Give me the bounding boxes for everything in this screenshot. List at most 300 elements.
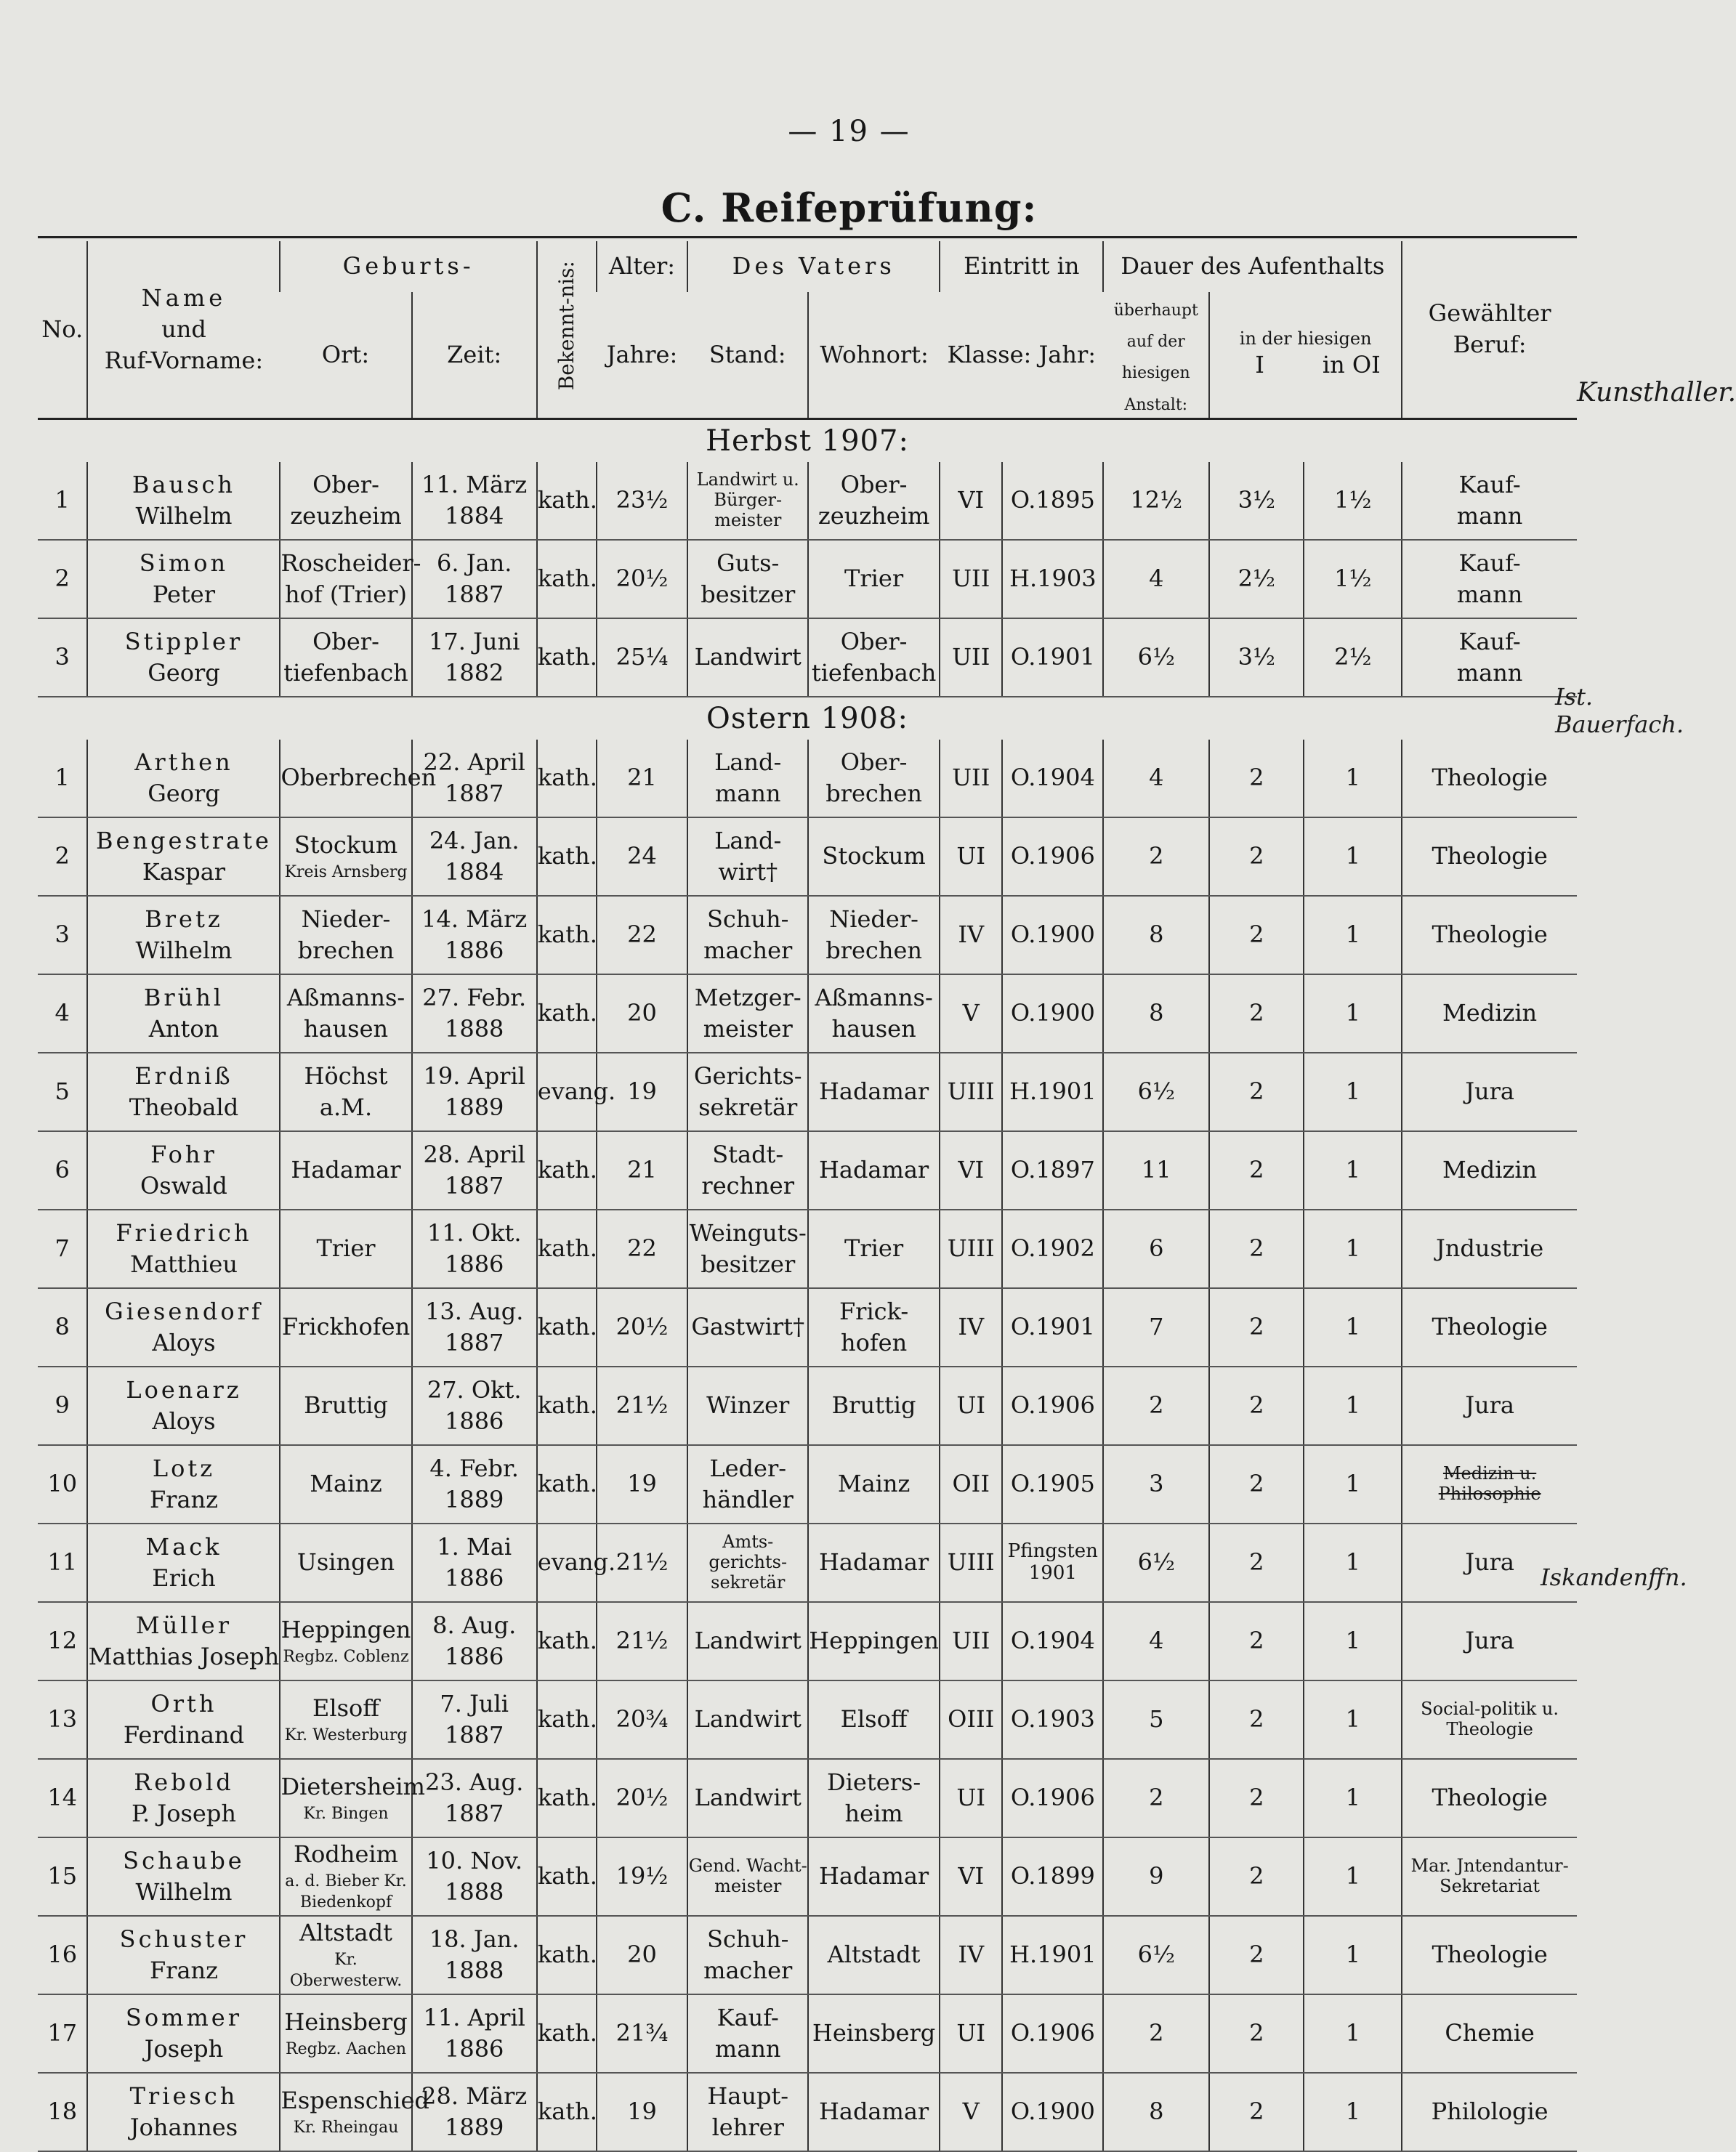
cell-i bbox=[1209, 462, 1304, 540]
cell-wohnort bbox=[808, 618, 940, 697]
cell-oi-text: 1 bbox=[1345, 1862, 1360, 1890]
cell-name-text: Wilhelm bbox=[135, 1877, 233, 1906]
cell-zeit bbox=[412, 1210, 537, 1288]
cell-ueberhaupt-text: 6 bbox=[1149, 1234, 1164, 1263]
cell-bekenntnis bbox=[537, 1837, 597, 1916]
cell-zeit-text: 1887 bbox=[444, 1720, 504, 1749]
cell-zeit bbox=[412, 1131, 537, 1210]
cell-stand bbox=[687, 1210, 808, 1288]
cell-wohnort bbox=[808, 1759, 940, 1837]
cell-alter bbox=[597, 540, 688, 618]
cell-ort-text: Rodheim bbox=[294, 1840, 398, 1869]
cell-name bbox=[87, 1759, 280, 1837]
cell-no bbox=[38, 1680, 87, 1759]
cell-ort bbox=[280, 1837, 411, 1916]
cell-no-text: 8 bbox=[54, 1313, 70, 1341]
section-title: Ostern 1908: bbox=[706, 701, 908, 735]
cell-ort-text: Ober- bbox=[312, 627, 379, 655]
header-ueberhaupt: überhaupt auf der hiesigen Anstalt: bbox=[1103, 292, 1209, 418]
cell-beruf bbox=[1402, 1837, 1577, 1916]
cell-jahr bbox=[1002, 1916, 1103, 1994]
cell-stand-text: macher bbox=[703, 936, 793, 964]
cell-klasse bbox=[940, 462, 1002, 540]
cell-i-text: 2 bbox=[1249, 1941, 1264, 1969]
cell-oi-text: 1 bbox=[1345, 1391, 1360, 1420]
cell-bekenntnis-text: evang. bbox=[537, 1077, 616, 1106]
cell-bekenntnis bbox=[537, 1288, 597, 1367]
cell-klasse bbox=[940, 1680, 1002, 1759]
cell-stand-text: Landwirt bbox=[694, 1784, 802, 1812]
cell-ort bbox=[280, 618, 411, 697]
cell-klasse bbox=[940, 1916, 1002, 1994]
cell-oi bbox=[1304, 1994, 1402, 2073]
cell-beruf bbox=[1402, 1210, 1577, 1288]
cell-jahr bbox=[1002, 1445, 1103, 1524]
cell-beruf-text: Theologie bbox=[1432, 764, 1548, 792]
cell-jahr-text: O.1901 bbox=[1010, 1313, 1095, 1341]
header-in-der-hiesigen: in der hiesigen I in OI bbox=[1209, 292, 1402, 418]
cell-ueberhaupt-text: 3 bbox=[1149, 1470, 1164, 1498]
cell-jahr bbox=[1002, 740, 1103, 817]
cell-stand-text: Metzger- bbox=[694, 983, 802, 1011]
cell-ueberhaupt bbox=[1103, 896, 1209, 974]
section-heading bbox=[38, 697, 1577, 740]
table-row bbox=[38, 896, 1577, 974]
cell-no bbox=[38, 817, 87, 896]
cell-ueberhaupt bbox=[1103, 1994, 1209, 2073]
cell-ort-text: tiefenbach bbox=[283, 658, 408, 687]
cell-i bbox=[1209, 896, 1304, 974]
cell-ueberhaupt-text: 6½ bbox=[1137, 643, 1175, 671]
cell-name bbox=[87, 1131, 280, 1210]
cell-ueberhaupt-text: 5 bbox=[1149, 1705, 1164, 1734]
cell-ueberhaupt bbox=[1103, 1053, 1209, 1131]
table-row bbox=[38, 974, 1577, 1053]
cell-i bbox=[1209, 1053, 1304, 1131]
cell-beruf bbox=[1402, 740, 1577, 817]
cell-alter-text: 19 bbox=[627, 1470, 657, 1498]
cell-name-text: Aloys bbox=[152, 1328, 216, 1356]
header-no: No. bbox=[38, 241, 87, 418]
cell-zeit-text: 1884 bbox=[444, 501, 504, 530]
cell-zeit bbox=[412, 462, 537, 540]
cell-zeit-text: 11. März bbox=[421, 470, 528, 498]
cell-ort bbox=[280, 1916, 411, 1994]
cell-name-text: Simon bbox=[139, 549, 229, 577]
cell-i-text: 2 bbox=[1249, 842, 1264, 870]
cell-stand-text: händler bbox=[702, 1485, 794, 1513]
table-row bbox=[38, 462, 1577, 540]
cell-stand bbox=[687, 896, 808, 974]
cell-zeit-text: 1886 bbox=[444, 1407, 504, 1435]
cell-wohnort bbox=[808, 1602, 940, 1680]
cell-wohnort-text: Trier bbox=[844, 1234, 904, 1263]
cell-oi bbox=[1304, 1445, 1402, 1524]
cell-jahr-text: H.1901 bbox=[1009, 1941, 1097, 1969]
cell-ort bbox=[280, 1131, 411, 1210]
cell-ort-text: Bruttig bbox=[304, 1391, 388, 1420]
cell-ort-text: Kr. Oberwesterw. bbox=[289, 1950, 403, 1991]
cell-jahr bbox=[1002, 462, 1103, 540]
cell-oi-text: 1 bbox=[1345, 842, 1360, 870]
cell-bekenntnis bbox=[537, 1602, 597, 1680]
cell-klasse-text: UI bbox=[956, 1784, 985, 1812]
cell-klasse-text: IV bbox=[958, 921, 985, 949]
table-row bbox=[38, 618, 1577, 697]
cell-name-text: Anton bbox=[148, 1014, 219, 1043]
header-wohnort: Wohnort: bbox=[808, 292, 940, 418]
cell-oi-text: 1 bbox=[1345, 2098, 1360, 2126]
cell-klasse bbox=[940, 1131, 1002, 1210]
cell-zeit-text: 13. Aug. bbox=[424, 1297, 524, 1325]
cell-oi-text: 1 bbox=[1345, 2019, 1360, 2047]
cell-ort-text: Kr. Rheingau bbox=[293, 2118, 399, 2137]
cell-zeit-text: 1884 bbox=[444, 857, 504, 886]
cell-name-text: Orth bbox=[150, 1689, 217, 1718]
cell-ort-text: Espenschied bbox=[280, 2087, 429, 2115]
cell-ueberhaupt bbox=[1103, 740, 1209, 817]
cell-zeit bbox=[412, 896, 537, 974]
cell-name-text: Brühl bbox=[143, 983, 225, 1011]
cell-oi bbox=[1304, 817, 1402, 896]
cell-alter bbox=[597, 896, 688, 974]
cell-bekenntnis bbox=[537, 1524, 616, 1602]
cell-zeit-text: 1887 bbox=[444, 1171, 504, 1200]
cell-zeit-text: 1889 bbox=[444, 1093, 504, 1121]
cell-zeit-text: 8. Aug. bbox=[432, 1611, 517, 1639]
cell-zeit-text: 1889 bbox=[444, 2113, 504, 2141]
cell-no-text: 3 bbox=[54, 643, 70, 671]
cell-ort bbox=[280, 1994, 411, 2073]
cell-stand bbox=[687, 540, 808, 618]
cell-bekenntnis-text: kath. bbox=[537, 1391, 597, 1420]
cell-no-text: 9 bbox=[54, 1391, 70, 1420]
cell-wohnort-text: Elsoff bbox=[840, 1705, 908, 1734]
header-name: Name und Ruf-Vorname: bbox=[87, 241, 280, 418]
cell-zeit-text: 10. Nov. bbox=[426, 1846, 523, 1874]
cell-zeit-text: 28. März bbox=[421, 2082, 528, 2110]
cell-wohnort-text: brechen bbox=[825, 936, 922, 964]
cell-ort bbox=[280, 1210, 411, 1288]
cell-ueberhaupt-text: 2 bbox=[1149, 1391, 1164, 1420]
cell-klasse-text: UIII bbox=[947, 1234, 995, 1263]
cell-ort bbox=[280, 740, 437, 817]
cell-wohnort bbox=[808, 1053, 940, 1131]
cell-ort-text: brechen bbox=[297, 936, 395, 964]
section-heading-row bbox=[38, 418, 1577, 462]
cell-klasse-text: IV bbox=[958, 1313, 985, 1341]
cell-stand-text: Winzer bbox=[706, 1391, 790, 1420]
cell-klasse bbox=[940, 1053, 1002, 1131]
cell-ueberhaupt bbox=[1103, 1288, 1209, 1367]
cell-name bbox=[87, 1994, 280, 2073]
cell-klasse-text: UI bbox=[956, 842, 985, 870]
cell-jahr-text: O.1899 bbox=[1010, 1862, 1095, 1890]
cell-ueberhaupt-text: 4 bbox=[1149, 764, 1164, 792]
handwritten-note: Ist. Bauerfach. bbox=[1555, 683, 1684, 738]
cell-ueberhaupt-text: 8 bbox=[1149, 2098, 1164, 2126]
cell-beruf bbox=[1402, 1602, 1577, 1680]
cell-i bbox=[1209, 618, 1304, 697]
cell-bekenntnis-text: kath. bbox=[537, 1313, 597, 1341]
cell-beruf bbox=[1402, 462, 1577, 540]
handwritten-note: Kunsthaller. bbox=[1577, 378, 1736, 408]
cell-bekenntnis-text: kath. bbox=[537, 764, 597, 792]
cell-oi bbox=[1304, 896, 1402, 974]
cell-name-text: Müller bbox=[135, 1611, 232, 1639]
header-stand: Stand: bbox=[687, 292, 808, 418]
cell-name bbox=[87, 740, 280, 817]
cell-i-text: 2 bbox=[1249, 1627, 1264, 1655]
cell-oi bbox=[1304, 1210, 1402, 1288]
cell-name-text: Johannes bbox=[129, 2113, 238, 2141]
cell-ort-text: Frickhofen bbox=[281, 1313, 411, 1341]
cell-zeit-text: 22. April bbox=[423, 748, 525, 776]
cell-jahr-text: O.1906 bbox=[1010, 2019, 1095, 2047]
cell-name-text: Franz bbox=[149, 1485, 218, 1513]
cell-ueberhaupt-text: 6½ bbox=[1137, 1941, 1175, 1969]
cell-oi-text: 1 bbox=[1345, 1548, 1360, 1577]
cell-wohnort-text: tiefenbach bbox=[811, 658, 937, 687]
cell-zeit bbox=[412, 618, 537, 697]
cell-name bbox=[87, 540, 280, 618]
cell-bekenntnis bbox=[537, 540, 597, 618]
cell-zeit bbox=[412, 974, 537, 1053]
header-zeit: Zeit: bbox=[412, 292, 537, 418]
cell-i-text: 2 bbox=[1249, 2098, 1264, 2126]
cell-alter-text: 20½ bbox=[615, 1784, 669, 1812]
cell-bekenntnis-text: kath. bbox=[537, 643, 597, 671]
cell-beruf-text: Jura bbox=[1465, 1391, 1514, 1420]
cell-klasse-text: UII bbox=[952, 643, 990, 671]
cell-oi bbox=[1304, 1131, 1402, 1210]
cell-name-text: Franz bbox=[149, 1956, 218, 1984]
cell-bekenntnis bbox=[537, 618, 597, 697]
cell-beruf-text: Theologie bbox=[1432, 1313, 1548, 1341]
cell-ort-text: Kr. Westerburg bbox=[284, 1726, 408, 1744]
cell-i bbox=[1209, 1759, 1304, 1837]
cell-name-text: Bengestrate bbox=[95, 826, 272, 854]
cell-bekenntnis-text: kath. bbox=[537, 1784, 597, 1812]
cell-bekenntnis bbox=[537, 1916, 597, 1994]
cell-wohnort bbox=[808, 1524, 940, 1602]
cell-klasse-text: V bbox=[962, 999, 980, 1027]
cell-ueberhaupt-text: 8 bbox=[1149, 999, 1164, 1027]
cell-alter bbox=[597, 618, 688, 697]
cell-bekenntnis-text: kath. bbox=[537, 1705, 597, 1734]
cell-name-text: P. Joseph bbox=[131, 1799, 236, 1827]
cell-ueberhaupt bbox=[1103, 1445, 1209, 1524]
cell-ort bbox=[280, 896, 411, 974]
cell-ort-text: a. d. Bieber Kr. Biedenkopf bbox=[285, 1872, 407, 1912]
cell-oi bbox=[1304, 540, 1402, 618]
cell-alter bbox=[597, 974, 688, 1053]
table-row bbox=[38, 1053, 1577, 1131]
cell-wohnort bbox=[808, 817, 940, 896]
table-header bbox=[38, 241, 1577, 418]
cell-zeit-text: 6. Jan. bbox=[437, 549, 512, 577]
cell-ort-text: Stockum bbox=[294, 831, 398, 859]
cell-name-text: Mack bbox=[145, 1532, 222, 1561]
cell-stand-text: Schuh- bbox=[706, 1925, 789, 1953]
cell-ueberhaupt bbox=[1103, 1916, 1209, 1994]
cell-wohnort-text: Ober- bbox=[840, 748, 908, 776]
cell-oi-text: 1 bbox=[1345, 1941, 1360, 1969]
cell-ort-text: Hadamar bbox=[291, 1156, 401, 1184]
cell-beruf-text: Philosophie bbox=[1438, 1483, 1541, 1504]
table-row bbox=[38, 1916, 1577, 1994]
cell-oi-text: 1 bbox=[1345, 1705, 1360, 1734]
cell-name bbox=[87, 1288, 280, 1367]
cell-stand-text: Schuh- bbox=[706, 905, 789, 933]
cell-ort-text: Oberbrechen bbox=[280, 764, 437, 792]
cell-i bbox=[1209, 974, 1304, 1053]
cell-i-text: 2 bbox=[1249, 999, 1264, 1027]
cell-bekenntnis-text: kath. bbox=[537, 921, 597, 949]
cell-alter-text: 21 bbox=[627, 764, 657, 792]
cell-stand-text: sekretär bbox=[698, 1093, 798, 1121]
cell-beruf bbox=[1402, 1916, 1577, 1994]
cell-klasse-text: UIII bbox=[947, 1077, 995, 1106]
cell-ort bbox=[280, 974, 411, 1053]
cell-jahr-text: O.1906 bbox=[1010, 842, 1095, 870]
cell-klasse-text: UII bbox=[952, 764, 990, 792]
cell-ueberhaupt bbox=[1103, 1837, 1209, 1916]
cell-zeit bbox=[412, 2073, 537, 2151]
cell-klasse bbox=[940, 817, 1002, 896]
cell-name-text: Peter bbox=[152, 580, 216, 608]
cell-stand-text: Landwirt u. Bürger-meister bbox=[696, 469, 799, 530]
cell-bekenntnis bbox=[537, 740, 597, 817]
cell-alter-text: 20¾ bbox=[615, 1705, 669, 1734]
cell-zeit bbox=[412, 817, 537, 896]
cell-ort bbox=[280, 1367, 411, 1445]
cell-klasse bbox=[940, 2073, 1002, 2151]
cell-oi-text: 1½ bbox=[1334, 486, 1372, 514]
cell-i-text: 3½ bbox=[1238, 643, 1275, 671]
cell-i-text: 2 bbox=[1249, 921, 1264, 949]
cell-i-text: 2 bbox=[1249, 1784, 1264, 1812]
cell-oi-text: 1½ bbox=[1334, 565, 1372, 593]
cell-stand bbox=[687, 618, 808, 697]
cell-wohnort-text: Hadamar bbox=[818, 1548, 929, 1577]
cell-name-text: Oswald bbox=[140, 1171, 227, 1200]
cell-name-text: Stippler bbox=[124, 627, 243, 655]
cell-no-text: 3 bbox=[54, 921, 70, 949]
cell-name bbox=[87, 817, 280, 896]
cell-i bbox=[1209, 1445, 1304, 1524]
cell-klasse bbox=[940, 896, 1002, 974]
cell-ort-text: Ober- bbox=[312, 470, 379, 498]
cell-beruf-text: Chemie bbox=[1445, 2019, 1535, 2047]
cell-ueberhaupt bbox=[1103, 1524, 1209, 1602]
cell-beruf-text: Theologie bbox=[1432, 842, 1548, 870]
cell-bekenntnis-text: kath. bbox=[537, 1627, 597, 1655]
cell-name-text: Kaspar bbox=[142, 857, 226, 886]
cell-stand bbox=[687, 1131, 808, 1210]
cell-name bbox=[87, 1445, 280, 1524]
cell-oi bbox=[1304, 740, 1402, 817]
cell-jahr-text: O.1904 bbox=[1010, 1627, 1095, 1655]
cell-jahr bbox=[1002, 1837, 1103, 1916]
cell-jahr bbox=[1002, 2073, 1103, 2151]
cell-zeit bbox=[412, 540, 537, 618]
cell-bekenntnis-text: kath. bbox=[537, 486, 597, 514]
cell-oi-text: 1 bbox=[1345, 921, 1360, 949]
cell-jahr-text: O.1905 bbox=[1010, 1470, 1095, 1498]
cell-name bbox=[87, 896, 280, 974]
cell-jahr-text: O.1900 bbox=[1010, 921, 1095, 949]
cell-name-text: Aloys bbox=[152, 1407, 216, 1435]
cell-name bbox=[87, 462, 280, 540]
cell-bekenntnis-text: kath. bbox=[537, 1234, 597, 1263]
cell-no-text: 16 bbox=[47, 1941, 78, 1969]
cell-stand-text: Landwirt bbox=[694, 1705, 802, 1734]
cell-ort-text: Roscheider- bbox=[280, 549, 421, 577]
cell-wohnort bbox=[808, 896, 940, 974]
cell-klasse-text: UIII bbox=[947, 1548, 995, 1577]
cell-name bbox=[87, 1680, 280, 1759]
cell-wohnort-text: Stockum bbox=[822, 842, 926, 870]
cell-wohnort-text: hofen bbox=[840, 1328, 908, 1356]
cell-wohnort bbox=[808, 1445, 940, 1524]
cell-jahr bbox=[1002, 1367, 1103, 1445]
cell-alter-text: 19 bbox=[627, 1077, 657, 1106]
cell-no-text: 12 bbox=[47, 1627, 78, 1655]
cell-name-text: Erdniß bbox=[134, 1061, 233, 1090]
cell-ort-text: Heppingen bbox=[280, 1616, 411, 1644]
cell-i bbox=[1209, 1916, 1304, 1994]
cell-beruf-text: Kauf- bbox=[1458, 470, 1521, 498]
cell-bekenntnis-text: kath. bbox=[537, 1862, 597, 1890]
table-row bbox=[38, 1445, 1577, 1524]
cell-stand-text: Kauf- bbox=[716, 2003, 779, 2031]
cell-zeit bbox=[412, 1602, 537, 1680]
cell-i bbox=[1209, 740, 1304, 817]
cell-beruf-text: Medizin bbox=[1442, 1156, 1538, 1184]
cell-jahr-text: H.1903 bbox=[1009, 565, 1097, 593]
cell-i bbox=[1209, 1367, 1304, 1445]
cell-wohnort-text: Ober- bbox=[840, 470, 908, 498]
page-number: — 19 — bbox=[788, 115, 911, 148]
cell-alter-text: 20½ bbox=[615, 1313, 669, 1341]
cell-wohnort-text: Nieder- bbox=[829, 905, 919, 933]
table-row bbox=[38, 817, 1577, 896]
cell-beruf bbox=[1402, 2073, 1577, 2151]
cell-wohnort-text: Dieters- bbox=[827, 1768, 921, 1796]
cell-i bbox=[1209, 1837, 1304, 1916]
cell-oi bbox=[1304, 2073, 1402, 2151]
cell-wohnort bbox=[808, 1131, 940, 1210]
cell-no bbox=[38, 974, 87, 1053]
cell-klasse-text: UII bbox=[952, 565, 990, 593]
top-rule bbox=[38, 236, 1577, 238]
cell-ueberhaupt-text: 2 bbox=[1149, 2019, 1164, 2047]
cell-zeit bbox=[412, 1445, 537, 1524]
cell-oi-text: 1 bbox=[1345, 1470, 1360, 1498]
cell-bekenntnis bbox=[537, 817, 597, 896]
cell-stand-text: besitzer bbox=[701, 580, 796, 608]
cell-klasse bbox=[940, 618, 1002, 697]
cell-oi-text: 2½ bbox=[1334, 643, 1372, 671]
cell-klasse bbox=[940, 1367, 1002, 1445]
cell-no-text: 7 bbox=[54, 1234, 70, 1263]
cell-name bbox=[87, 1524, 280, 1602]
cell-ueberhaupt bbox=[1103, 1602, 1209, 1680]
cell-klasse bbox=[940, 1210, 1002, 1288]
cell-bekenntnis-text: kath. bbox=[537, 2098, 597, 2126]
cell-stand bbox=[687, 740, 808, 817]
